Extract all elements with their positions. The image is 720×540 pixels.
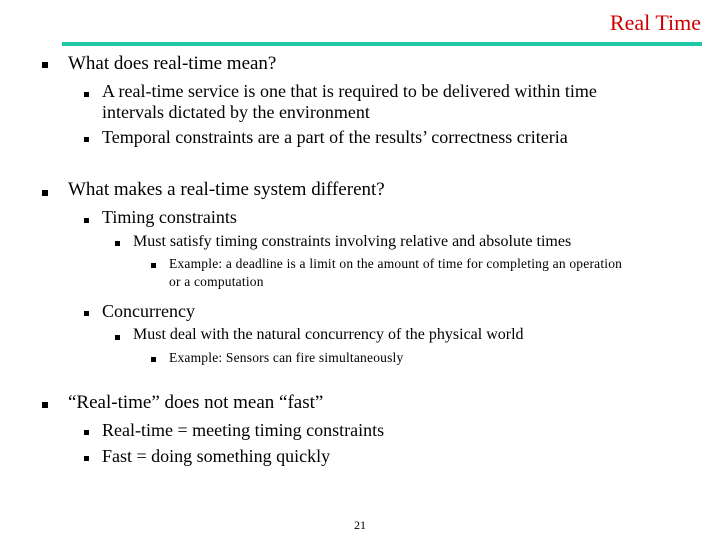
bullet-icon: [115, 335, 120, 340]
bullet-level2-temporal: Temporal constraints are a part of the results’ correctness criteria: [102, 127, 568, 147]
bullet-icon: [42, 402, 48, 408]
bullet-icon: [42, 190, 48, 196]
page-number: 21: [354, 518, 366, 532]
bullet-icon: [151, 263, 156, 268]
bullet-level4-sensors: Example: Sensors can fire simultaneously: [169, 350, 404, 365]
bullet-level1-3: “Real-time” does not mean “fast”: [68, 392, 324, 413]
bullet-level2-timing: Timing constraints: [102, 207, 237, 227]
bullet-level4-deadline: Example: a deadline is a limit on the amount of time for completing an operation: [169, 256, 623, 271]
bullet-icon: [115, 241, 120, 246]
bullet-level2-service: A real-time service is one that is required to be delivered within time: [102, 81, 597, 101]
bullet-level2-meeting: Real-time = meeting timing constraints: [102, 420, 385, 440]
bullet-icon: [84, 311, 89, 316]
title-divider: [62, 42, 702, 46]
slide-title: Real Time: [609, 10, 701, 35]
bullet-level3-timing: Must satisfy timing constraints involving relative and absolute times: [133, 233, 572, 250]
bullet-icon: [84, 456, 89, 461]
bullet-icon: [84, 430, 89, 435]
bullet-level2-concurrency: Concurrency: [102, 301, 195, 321]
bullet-level3-concurrency: Must deal with the natural concurrency of the physical world: [133, 326, 524, 343]
bullet-icon: [84, 218, 89, 223]
bullet-icon: [84, 137, 89, 142]
bullet-icon: [151, 357, 156, 362]
bullet-level4-deadline-cont: or a computation: [169, 274, 264, 289]
bullet-level2-fast: Fast = doing something quickly: [102, 446, 331, 466]
bullet-level1-2: What makes a real-time system different?: [68, 179, 385, 200]
bullet-icon: [84, 92, 89, 97]
bullet-level1-1: What does real-time mean?: [68, 53, 277, 74]
bullet-level2-service-cont: intervals dictated by the environment: [102, 102, 370, 122]
bullet-icon: [42, 62, 48, 68]
